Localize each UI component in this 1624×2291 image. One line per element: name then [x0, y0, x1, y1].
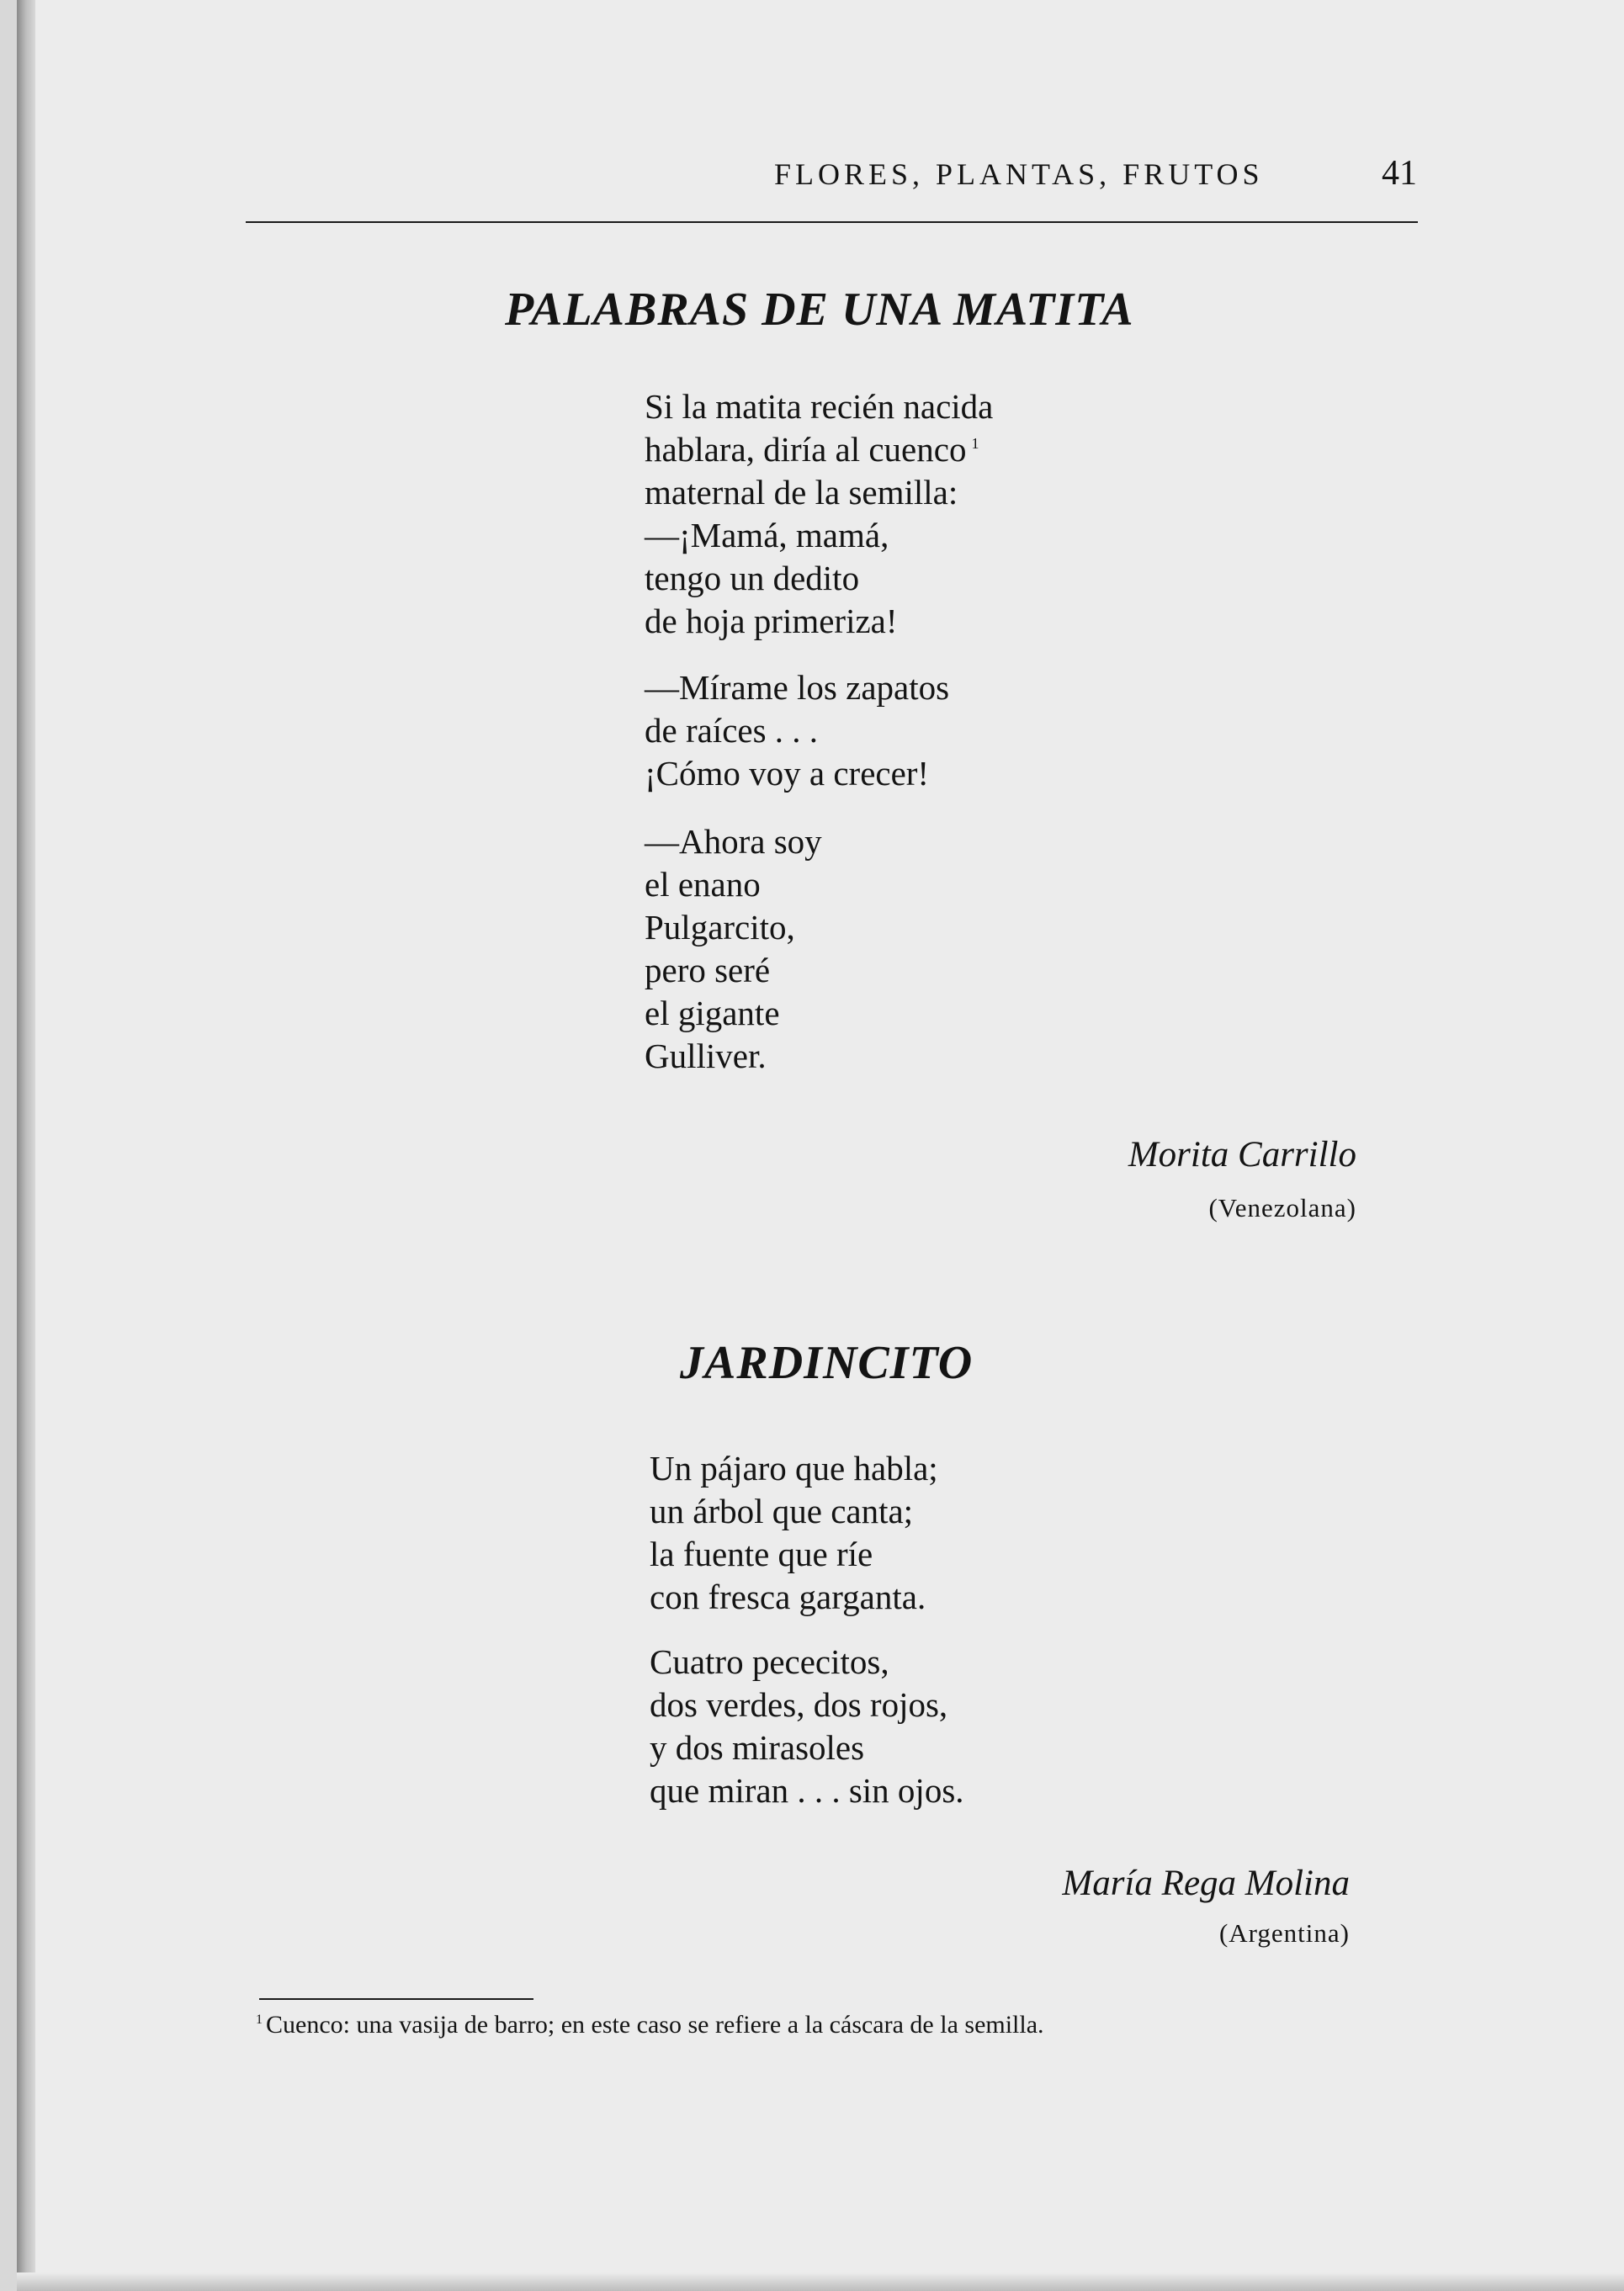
poem-line: que miran . . . sin ojos.	[650, 1771, 964, 1810]
footnote-text: Cuenco: una vasija de barro; en este caso se refiere a la cáscara de la semilla.	[266, 2011, 1044, 2039]
poem-line: Si la matita recién nacida	[645, 387, 994, 426]
poem-line: maternal de la semilla:	[645, 473, 958, 512]
poem-line: y dos mirasoles	[650, 1728, 865, 1767]
poem-line: Cuatro pececitos,	[650, 1642, 889, 1681]
poem-line: pero seré	[645, 951, 771, 989]
poem-2-stanza-2	[650, 1641, 964, 1812]
poem-2-author-nationality: (Argentina)	[1218, 1918, 1350, 1948]
book-page	[17, 0, 1624, 2291]
poem-line: Gulliver.	[645, 1037, 767, 1075]
poem-1-author: Morita Carrillo	[1128, 1135, 1356, 1175]
poem-line: Un pájaro que habla;	[650, 1449, 938, 1488]
footnote-mark: 1	[256, 2013, 263, 2027]
poem-title-jardincito: JARDINCITO	[680, 1337, 974, 1389]
poem-title-palabras: PALABRAS DE UNA MATITA	[505, 284, 1134, 336]
page-number: 41	[1382, 154, 1417, 193]
poem-1-author-nationality: (Venezolana)	[1208, 1193, 1356, 1222]
poem-line-text: hablara, diría al cuenco	[645, 430, 967, 469]
poem-line: con fresca garganta.	[650, 1578, 926, 1616]
poem-line: —Ahora soy	[645, 822, 822, 861]
page-binding-shadow	[17, 0, 35, 2291]
poem-line: un árbol que canta;	[650, 1492, 914, 1530]
footnote-rule	[259, 1998, 533, 2000]
poem-line: dos verdes, dos rojos,	[650, 1685, 948, 1724]
header-rule	[246, 221, 1418, 223]
page-bottom-edge	[17, 2272, 1624, 2291]
poem-line: tengo un dedito	[645, 559, 860, 597]
poem-2-stanza-1	[650, 1447, 938, 1619]
footnote-reference[interactable]: 1	[971, 435, 979, 453]
poem-1-stanza-2	[645, 666, 949, 795]
running-header-title: FLORES, PLANTAS, FRUTOS	[774, 157, 1264, 191]
poem-line: —¡Mamá, mamá,	[645, 516, 889, 554]
poem-line: el enano	[645, 865, 761, 904]
poem-line: Pulgarcito,	[645, 908, 795, 947]
poem-line: la fuente que ríe	[650, 1535, 873, 1573]
poem-1-stanza-1	[645, 385, 993, 643]
poem-line: de raíces . . .	[645, 711, 819, 750]
poem-line: —Mírame los zapatos	[645, 668, 950, 707]
footnote	[256, 2011, 1044, 2039]
poem-line: ¡Cómo voy a crecer!	[645, 754, 930, 793]
poem-2-author: María Rega Molina	[1062, 1864, 1350, 1903]
poem-1-stanza-3	[645, 820, 822, 1078]
poem-line-with-note	[645, 428, 993, 471]
poem-line: de hoja primeriza!	[645, 602, 898, 640]
poem-line: el gigante	[645, 994, 780, 1032]
